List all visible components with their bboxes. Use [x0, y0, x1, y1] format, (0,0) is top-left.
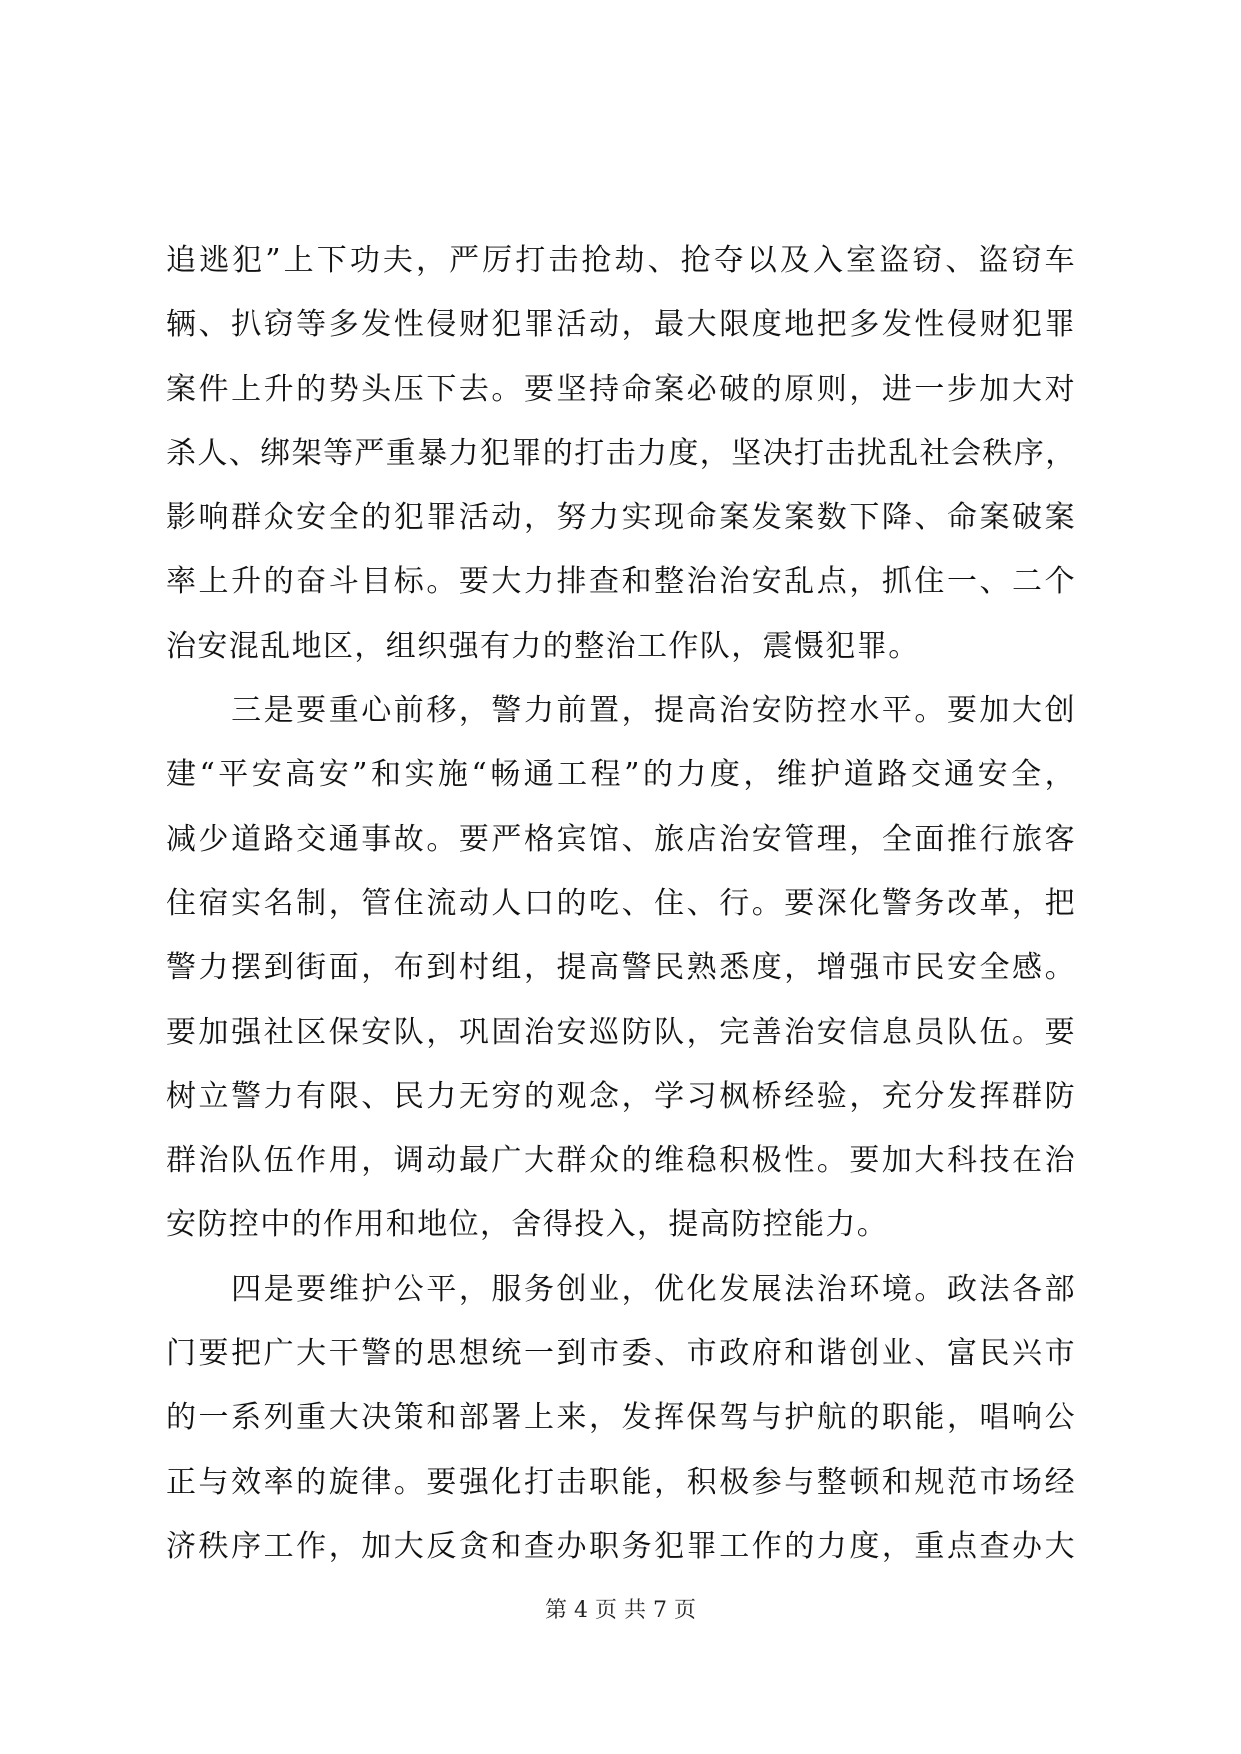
text-line: 四是要维护公平，服务创业，优化发展法治环境。政法各部 — [166, 1271, 1076, 1307]
text-line: 三是要重心前移，警力前置，提高治安防控水平。要加大创 — [166, 693, 1076, 729]
text-line: 安防控中的作用和地位，舍得投入，提高防控能力。 — [166, 1207, 889, 1243]
body-text — [166, 229, 1076, 1579]
text-line: 案件上升的势头压下去。要坚持命案必破的原则，进一步加大对 — [166, 371, 1076, 407]
text-line: 率上升的奋斗目标。要大力排查和整治治安乱点，抓住一、二个 — [166, 564, 1076, 600]
text-line: 治安混乱地区，组织强有力的整治工作队，震慑犯罪。 — [166, 628, 920, 664]
page-number-footer: 第 4 页 共 7 页 — [545, 1598, 696, 1623]
text-line: 的一系列重大决策和部署上来，发挥保驾与护航的职能，唱响公 — [166, 1400, 1076, 1436]
text-line: 杀人、绑架等严重暴力犯罪的打击力度，坚决打击扰乱社会秩序， — [166, 435, 1077, 471]
text-line: 追逃犯”上下功夫，严厉打击抢劫、抢夺以及入室盗窃、盗窃车 — [166, 243, 1076, 278]
text-line: 济秩序工作，加大反贪和查办职务犯罪工作的力度，重点查办大 — [166, 1528, 1076, 1564]
text-line: 住宿实名制，管住流动人口的吃、住、行。要深化警务改革，把 — [166, 885, 1076, 921]
text-line: 群治队伍作用，调动最广大群众的维稳积极性。要加大科技在治 — [166, 1143, 1076, 1179]
text-line: 正与效率的旋律。要强化打击职能，积极参与整顿和规范市场经 — [166, 1464, 1076, 1500]
text-line: 减少道路交通事故。要严格宾馆、旅店治安管理，全面推行旅客 — [166, 821, 1076, 857]
text-line: 建“平安高安”和实施“畅通工程”的力度，维护道路交通安全， — [166, 757, 1076, 793]
text-line: 辆、扒窃等多发性侵财犯罪活动，最大限度地把多发性侵财犯罪 — [166, 307, 1076, 343]
text-line: 警力摆到街面，布到村组，提高警民熟悉度，增强市民安全感。 — [166, 950, 1076, 986]
text-line: 要加强社区保安队，巩固治安巡防队，完善治安信息员队伍。要 — [166, 1014, 1076, 1050]
text-line: 门要把广大干警的思想统一到市委、市政府和谐创业、富民兴市 — [166, 1336, 1076, 1372]
text-line: 影响群众安全的犯罪活动，努力实现命案发案数下降、命案破案 — [166, 500, 1076, 536]
text-line: 树立警力有限、民力无穷的观念，学习枫桥经验，充分发挥群防 — [166, 1078, 1076, 1114]
